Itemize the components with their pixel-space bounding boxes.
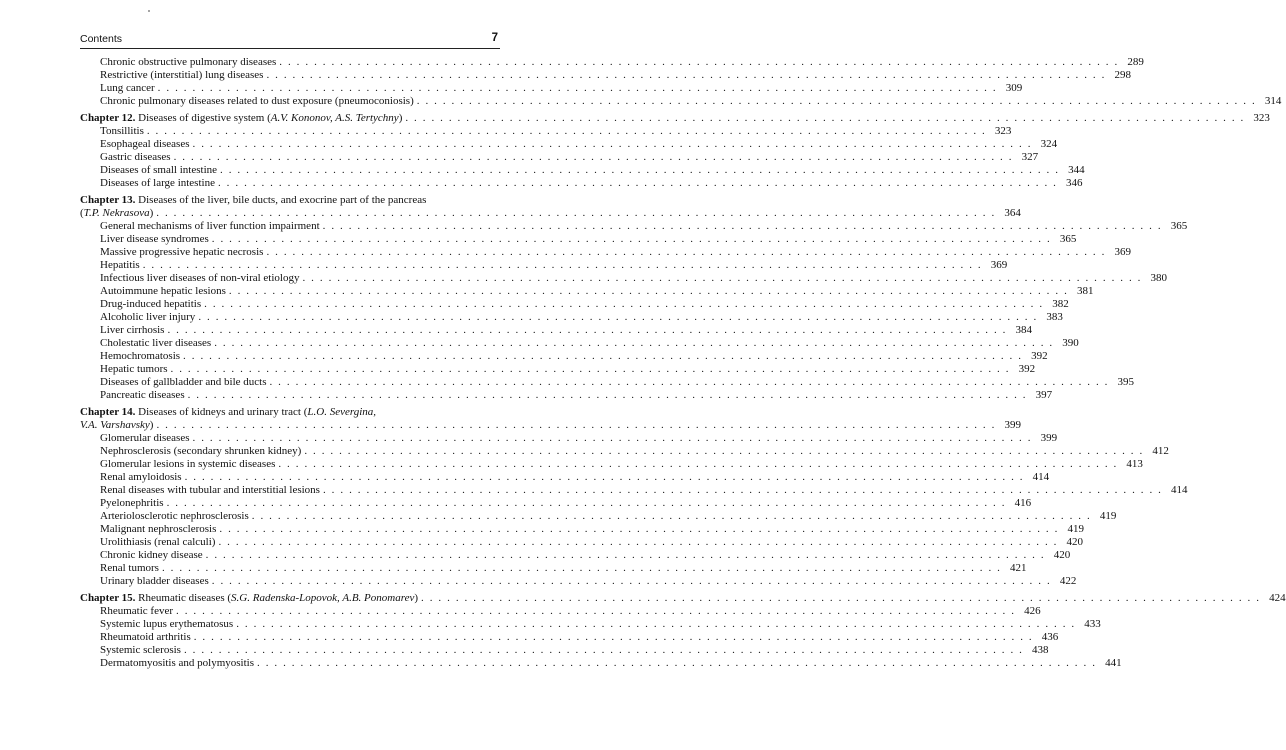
- stray-mark: [148, 10, 150, 12]
- toc-entry: Glomerular lesions in systemic diseases . . . 413: [80, 458, 500, 471]
- toc-entry: Rheumatoid arthritis . . . 436: [80, 631, 500, 644]
- toc-chapter-12: [80, 112, 1270, 190]
- toc-entry: Glomerular diseases . . . 399: [80, 432, 500, 445]
- toc-entry: Urolithiasis (renal calculi) . . . 420: [80, 536, 500, 549]
- toc-block-lung: [80, 56, 1282, 108]
- toc-entry: Alcoholic liver injury . . . 383: [80, 311, 500, 324]
- toc-entry: Renal tumors . . . 421: [80, 562, 500, 575]
- toc-entry: Massive progressive hepatic necrosis . . . 369: [80, 246, 500, 259]
- toc-entry: Liver cirrhosis . . . 384: [80, 324, 500, 337]
- toc-entry: Diseases of large intestine . . . 346: [80, 177, 500, 190]
- toc-entry: Diseases of gallbladder and bile ducts . . . 395: [80, 376, 500, 389]
- chapter-heading: Chapter 12. Diseases of digestive system (A.V. Kononov, A.S. Tertychny) . . . 323: [80, 112, 500, 125]
- toc-entry: Esophageal diseases . . . 324: [80, 138, 500, 151]
- toc-entry: Systemic sclerosis . . . 438: [80, 644, 500, 657]
- toc-entry: Malignant nephrosclerosis . . . 419: [80, 523, 500, 536]
- chapter-heading: Chapter 14. Diseases of kidneys and urinary tract (L.O. Severgina,: [80, 406, 377, 418]
- toc-entry: Nephrosclerosis (secondary shrunken kidney) . . . 412: [80, 445, 500, 458]
- toc-entry: Diseases of small intestine . . . 344: [80, 164, 500, 177]
- toc-entry: Chronic pulmonary diseases related to dust exposure (pneumoconiosis) . . . 314: [80, 95, 500, 108]
- toc-entry: Hepatitis . . . 369: [80, 259, 500, 272]
- toc-entry: Pyelonephritis . . . 416: [80, 497, 500, 510]
- toc-entry: Liver disease syndromes . . . 365: [80, 233, 500, 246]
- chapter-heading: Chapter 15. Rheumatic diseases (S.G. Radenska-Lopovok, A.B. Ponomarev) . . . 424: [80, 592, 500, 605]
- toc-entry: Lung cancer . . . 309: [80, 82, 500, 95]
- toc-entry: Dermatomyositis and polymyositis . . . 441: [80, 657, 500, 670]
- chapter-heading-continued: (T.P. Nekrasova) . . . 364: [80, 207, 500, 220]
- toc-entry: Arteriolosclerotic nephrosclerosis . . . 419: [80, 510, 500, 523]
- running-head-page-number: 7: [491, 32, 498, 44]
- toc-chapter-13: [80, 194, 1188, 402]
- toc-entry: Pancreatic diseases . . . 397: [80, 389, 500, 402]
- toc-entry: Restrictive (interstitial) lung diseases . . . 298: [80, 69, 500, 82]
- toc-entry: Renal amyloidosis . . . 414: [80, 471, 500, 484]
- toc-entry: Infectious liver diseases of non-viral etiology . . . 380: [80, 272, 500, 285]
- toc-entry: Cholestatic liver diseases . . . 390: [80, 337, 500, 350]
- toc-entry: Systemic lupus erythematosus . . . 433: [80, 618, 500, 631]
- table-of-contents: [80, 56, 1286, 670]
- toc-entry: Autoimmune hepatic lesions . . . 381: [80, 285, 500, 298]
- toc-chapter-15: [80, 592, 1286, 670]
- toc-entry: Renal diseases with tubular and interstitial lesions . . . 414: [80, 484, 500, 497]
- chapter-heading: Chapter 13. Diseases of the liver, bile ducts, and exocrine part of the pancreas: [80, 194, 427, 206]
- toc-entry: Urinary bladder diseases . . . 422: [80, 575, 500, 588]
- toc-chapter-14: [80, 406, 1188, 588]
- running-head: [80, 32, 500, 49]
- toc-entry: Chronic obstructive pulmonary diseases . . . 289: [80, 56, 500, 69]
- toc-entry: Rheumatic fever . . . 426: [80, 605, 500, 618]
- toc-entry: Hepatic tumors . . . 392: [80, 363, 500, 376]
- toc-entry: Drug-induced hepatitis . . . 382: [80, 298, 500, 311]
- toc-entry: General mechanisms of liver function impairment . . . 365: [80, 220, 500, 233]
- running-head-title: Contents: [80, 33, 123, 45]
- toc-entry: Gastric diseases . . . 327: [80, 151, 500, 164]
- toc-entry: Hemochromatosis . . . 392: [80, 350, 500, 363]
- chapter-heading-continued: V.A. Varshavsky) . . . 399: [80, 419, 500, 432]
- toc-entry: Chronic kidney disease . . . 420: [80, 549, 500, 562]
- toc-entry: Tonsillitis . . . 323: [80, 125, 500, 138]
